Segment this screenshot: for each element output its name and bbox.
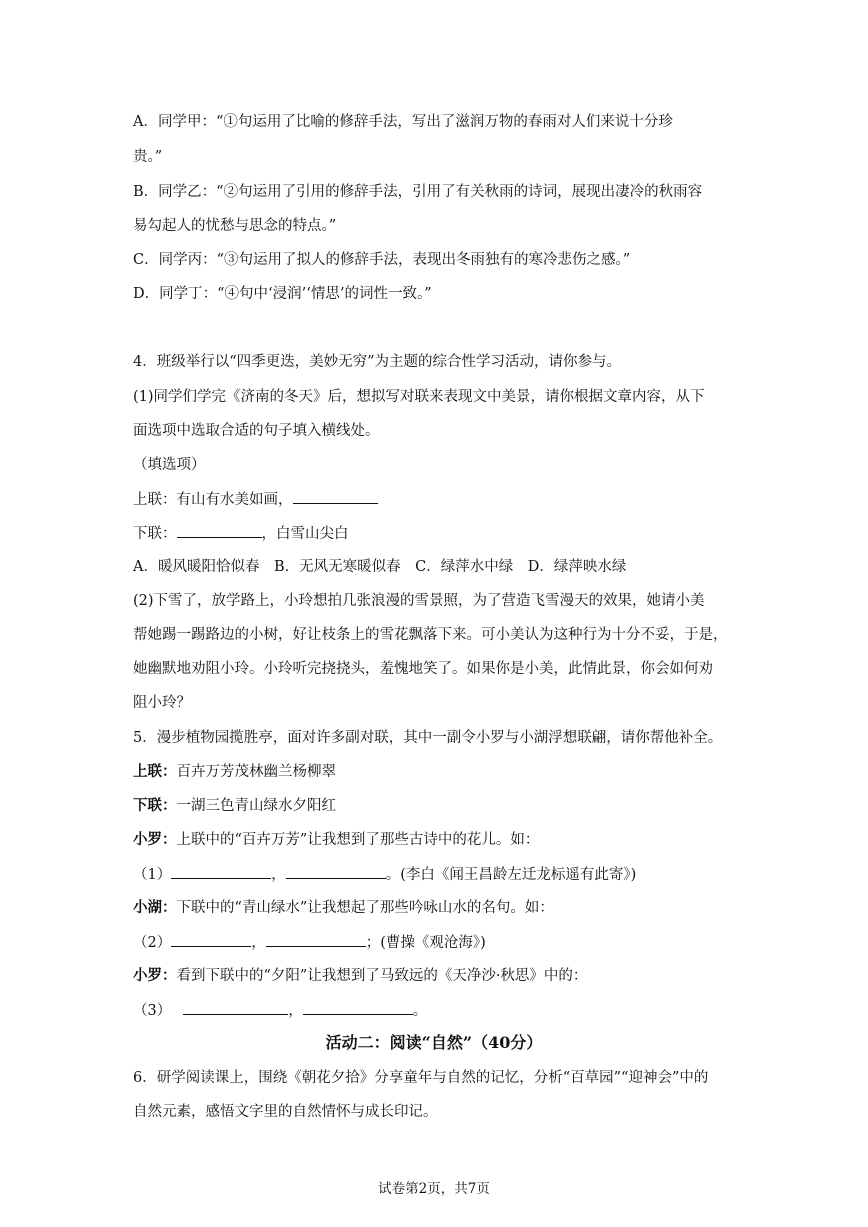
q5-luo-speech-1 bbox=[133, 830, 539, 850]
q5-item3-separator: ， bbox=[288, 1003, 303, 1019]
q4-part1-line1: (1)同学们学完《济南的冬天》后，想拟写对联来表现文中美景，请你根据文章内容，从下 bbox=[133, 389, 705, 405]
q4-lower-couplet bbox=[133, 523, 349, 544]
q4-part2-line2: 帮她踢一踢路边的小树，好让枝条上的雪花飘落下来。可小美认为这种行为十分不妥，于是， bbox=[133, 627, 728, 643]
q3-option-b-line1: B．同学乙：“②句运用了引用的修辞手法，引用了有关秋雨的诗词，展现出凄冷的秋雨容 bbox=[133, 184, 703, 200]
q4-choices: A．暖风暖阳恰似春 B．无风无寒暖似春 C．绿萍水中绿 D．绿萍映水绿 bbox=[133, 559, 627, 575]
q5-item3-blank-b[interactable] bbox=[303, 1000, 413, 1015]
q5-upper-couplet bbox=[133, 762, 336, 782]
q4-upper-couplet bbox=[133, 489, 378, 510]
q4-part2-line3: 她幽默地劝阻小玲。小玲听完挠挠头，羞愧地笑了。如果你是小美，此情此景，你会如何劝 bbox=[133, 661, 713, 677]
q3-option-b-line2: 易勾起人的忧愁与思念的特点。” bbox=[133, 218, 337, 234]
q5-luo-text-1: 上联中的“百卉万芳”让我想到了那些古诗中的花儿。如： bbox=[176, 832, 540, 848]
q5-item2-number: （2） bbox=[133, 935, 172, 951]
q5-item2 bbox=[133, 932, 486, 953]
q5-item2-source: ；(曹操《观沧海》) bbox=[365, 935, 486, 951]
q5-hu-label: 小湖： bbox=[133, 899, 177, 916]
q5-item2-blank-a[interactable] bbox=[171, 932, 251, 947]
q4-lower-couplet-text: ，白雪山尖白 bbox=[261, 526, 349, 542]
q4-part2-line1: (2)下雪了，放学路上，小玲想拍几张浪漫的雪景照，为了营造飞雪漫天的效果，她请小美 bbox=[133, 593, 705, 609]
q3-option-a-line2: 贵。” bbox=[133, 149, 163, 165]
q5-item1-number: （1） bbox=[133, 867, 172, 883]
q5-luo-speech-2 bbox=[133, 966, 587, 986]
page-footer: 试卷第2页，共7页 bbox=[378, 1181, 490, 1197]
q5-item1-blank-b[interactable] bbox=[286, 864, 386, 879]
q5-lower-label: 下联： bbox=[133, 797, 177, 814]
q3-option-a-line1: A．同学甲：“①句运用了比喻的修辞手法，写出了滋润万物的春雨对人们来说十分珍 bbox=[133, 114, 673, 130]
q6-line2: 自然元素，感悟文字里的自然情怀与成长印记。 bbox=[133, 1104, 438, 1120]
q5-item3 bbox=[133, 1000, 427, 1021]
q4-fill-note: （填选项） bbox=[133, 457, 206, 473]
q5-luo-label-2: 小罗： bbox=[133, 967, 177, 984]
q5-item2-blank-b[interactable] bbox=[266, 932, 366, 947]
q5-lower-couplet bbox=[133, 796, 336, 816]
q4-stem: 4．班级举行以“四季更迭，美妙无穷”为主题的综合性学习活动，请你参与。 bbox=[133, 354, 622, 370]
q5-item3-blank-a[interactable] bbox=[183, 1000, 288, 1015]
q5-lower-text: 一湖三色青山绿水夕阳红 bbox=[176, 798, 336, 814]
q4-lower-couplet-label: 下联： bbox=[133, 526, 177, 542]
q5-hu-text: 下联中的“青山绿水”让我想起了那些吟咏山水的名句。如： bbox=[176, 900, 554, 916]
q5-item1-blank-a[interactable] bbox=[171, 864, 271, 879]
q5-hu-speech bbox=[133, 898, 554, 918]
q5-upper-label: 上联： bbox=[133, 763, 177, 780]
section-heading: 活动二：阅读“自然”（40分） bbox=[325, 1033, 543, 1052]
q4-upper-answer-blank[interactable] bbox=[293, 489, 378, 504]
q5-stem: 5．漫步植物园揽胜亭，面对许多副对联，其中一副令小罗与小湖浮想联翩，请你帮他补全。 bbox=[133, 730, 723, 746]
q5-item2-separator: ， bbox=[251, 935, 266, 951]
q4-upper-couplet-text: 上联：有山有水美如画， bbox=[133, 492, 293, 508]
q4-part2-line4: 阻小玲？ bbox=[133, 695, 191, 711]
q5-luo-label: 小罗： bbox=[133, 831, 177, 848]
q4-part1-line2: 面选项中选取合适的句子填入横线处。 bbox=[133, 423, 380, 439]
q5-item1-separator: ， bbox=[271, 867, 286, 883]
q5-item3-end: 。 bbox=[412, 1003, 428, 1019]
q5-item3-number: （3） bbox=[133, 1003, 172, 1019]
q4-lower-answer-blank[interactable] bbox=[177, 523, 262, 538]
q5-luo-text-2: 看到下联中的“夕阳”让我想到了马致远的《天净沙·秋思》中的： bbox=[176, 968, 588, 984]
q3-option-c: C．同学丙：“③句运用了拟人的修辞手法，表现出冬雨独有的寒冷悲伤之感。” bbox=[133, 252, 631, 268]
q5-upper-text: 百卉万芳茂林幽兰杨柳翠 bbox=[176, 764, 336, 780]
q5-item1 bbox=[133, 864, 636, 885]
q3-option-d: D．同学丁：“④句中‘浸润’‘情思’的词性一致。” bbox=[133, 286, 432, 302]
q5-item1-source: 。(李白《闻王昌龄左迁龙标遥有此寄》) bbox=[385, 867, 637, 883]
q6-line1: 6．研学阅读课上，围绕《朝花夕拾》分享童年与自然的记忆，分析“百草园”“迎神会”中的 bbox=[133, 1070, 709, 1086]
